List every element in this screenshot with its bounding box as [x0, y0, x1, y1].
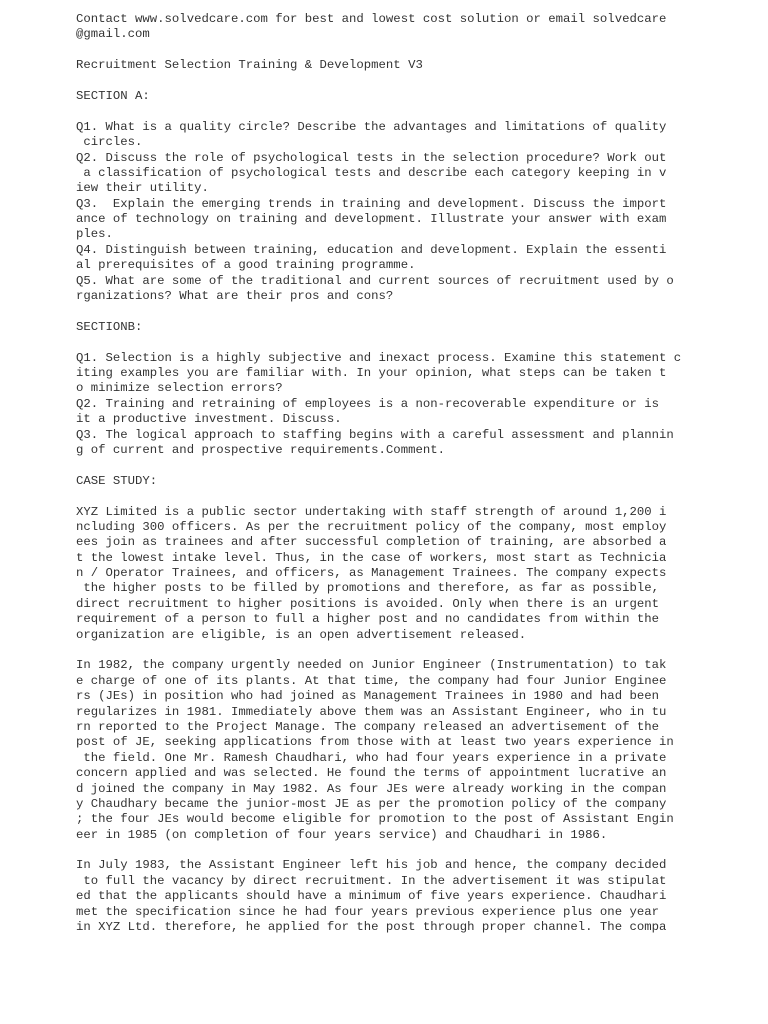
text-line: eer in 1985 (on completion of four years service) and Chaudhari in 1986. — [76, 827, 608, 842]
text-line: the field. One Mr. Ramesh Chaudhari, who had four years experience in a private — [76, 750, 667, 765]
text-line: ples. — [76, 227, 113, 242]
text-line: n / Operator Trainees, and officers, as Management Trainees. The company expects — [76, 566, 667, 581]
text-line: it a productive investment. Discuss. — [76, 412, 342, 427]
case-study-paragraph-1 — [76, 505, 766, 644]
text-line: In July 1983, the Assistant Engineer left his job and hence, the company decided — [76, 858, 667, 873]
section-b-heading: SECTIONB: — [76, 319, 143, 334]
text-line: requirement of a person to full a higher post and no candidates from within the — [76, 612, 659, 627]
contact-line: @gmail.com — [76, 27, 150, 42]
text-line: circles. — [76, 135, 143, 150]
text-line: rganizations? What are their pros and cons? — [76, 289, 394, 304]
text-line: organization are eligible, is an open advertisement released. — [76, 627, 527, 642]
text-line: Q1. What is a quality circle? Describe the advantages and limitations of quality — [76, 119, 667, 134]
case-study-paragraph-2 — [76, 658, 766, 843]
text-line: al prerequisites of a good training programme. — [76, 258, 416, 273]
text-line: concern applied and was selected. He found the terms of appointment lucrative an — [76, 766, 667, 781]
text-line: Q2. Discuss the role of psychological tests in the selection procedure? Work out — [76, 150, 667, 165]
case-study-paragraph-3 — [76, 858, 766, 935]
text-line: to full the vacancy by direct recruitment. In the advertisement it was stipulat — [76, 873, 667, 888]
text-line: Q1. Selection is a highly subjective and inexact process. Examine this statement c — [76, 350, 682, 365]
text-line: XYZ Limited is a public sector undertaking with staff strength of around 1,200 i — [76, 504, 667, 519]
text-line: the higher posts to be filled by promotions and therefore, as far as possible, — [76, 581, 659, 596]
contact-header — [76, 12, 766, 43]
text-line: Q3. The logical approach to staffing begins with a careful assessment and plannin — [76, 427, 674, 442]
text-line: t the lowest intake level. Thus, in the case of workers, most start as Technicia — [76, 550, 667, 565]
text-line: rs (JEs) in position who had joined as Management Trainees in 1980 and had been — [76, 689, 659, 704]
text-line: In 1982, the company urgently needed on Junior Engineer (Instrumentation) to tak — [76, 658, 667, 673]
text-line: met the specification since he had four years previous experience plus one year — [76, 904, 659, 919]
text-line: ; the four JEs would become eligible for promotion to the post of Assistant Engin — [76, 812, 674, 827]
section-b-questions — [76, 351, 766, 459]
text-line: rn reported to the Project Manage. The company released an advertisement of the — [76, 719, 659, 734]
text-line: g of current and prospective requirements.Comment. — [76, 442, 445, 457]
text-line: iting examples you are familiar with. In your opinion, what steps can be taken t — [76, 365, 667, 380]
text-line: ance of technology on training and development. Illustrate your answer with exam — [76, 212, 667, 227]
text-line: Q5. What are some of the traditional and current sources of recruitment used by o — [76, 273, 674, 288]
text-line: ncluding 300 officers. As per the recruitment policy of the company, most employ — [76, 519, 667, 534]
text-line: a classification of psychological tests and describe each category keeping in v — [76, 165, 667, 180]
document-title: Recruitment Selection Training & Development V3 — [76, 58, 423, 73]
text-line: Q4. Distinguish between training, education and development. Explain the essenti — [76, 242, 667, 257]
text-line: ees join as trainees and after successful completion of training, are absorbed a — [76, 535, 667, 550]
text-line: Q2. Training and retraining of employees is a non-recoverable expenditure or is — [76, 396, 659, 411]
text-line: post of JE, seeking applications from those with at least two years experience in — [76, 735, 674, 750]
document-page — [76, 12, 766, 935]
text-line: Q3. Explain the emerging trends in training and development. Discuss the import — [76, 196, 667, 211]
text-line: o minimize selection errors? — [76, 381, 283, 396]
text-line: e charge of one of its plants. At that time, the company had four Junior Enginee — [76, 673, 667, 688]
text-line: direct recruitment to higher positions is avoided. Only when there is an urgent — [76, 596, 659, 611]
text-line: regularizes in 1981. Immediately above them was an Assistant Engineer, who in tu — [76, 704, 667, 719]
text-line: d joined the company in May 1982. As four JEs were already working in the compan — [76, 781, 667, 796]
contact-line: Contact www.solvedcare.com for best and lowest cost solution or email solvedcare — [76, 12, 667, 26]
text-line: in XYZ Ltd. therefore, he applied for the post through proper channel. The compa — [76, 920, 667, 935]
section-a-heading: SECTION A: — [76, 88, 150, 103]
text-line: iew their utility. — [76, 181, 209, 196]
section-a-questions — [76, 120, 766, 305]
case-study-heading: CASE STUDY: — [76, 473, 158, 488]
text-line: y Chaudhary became the junior-most JE as per the promotion policy of the company — [76, 796, 667, 811]
text-line: ed that the applicants should have a minimum of five years experience. Chaudhari — [76, 889, 667, 904]
